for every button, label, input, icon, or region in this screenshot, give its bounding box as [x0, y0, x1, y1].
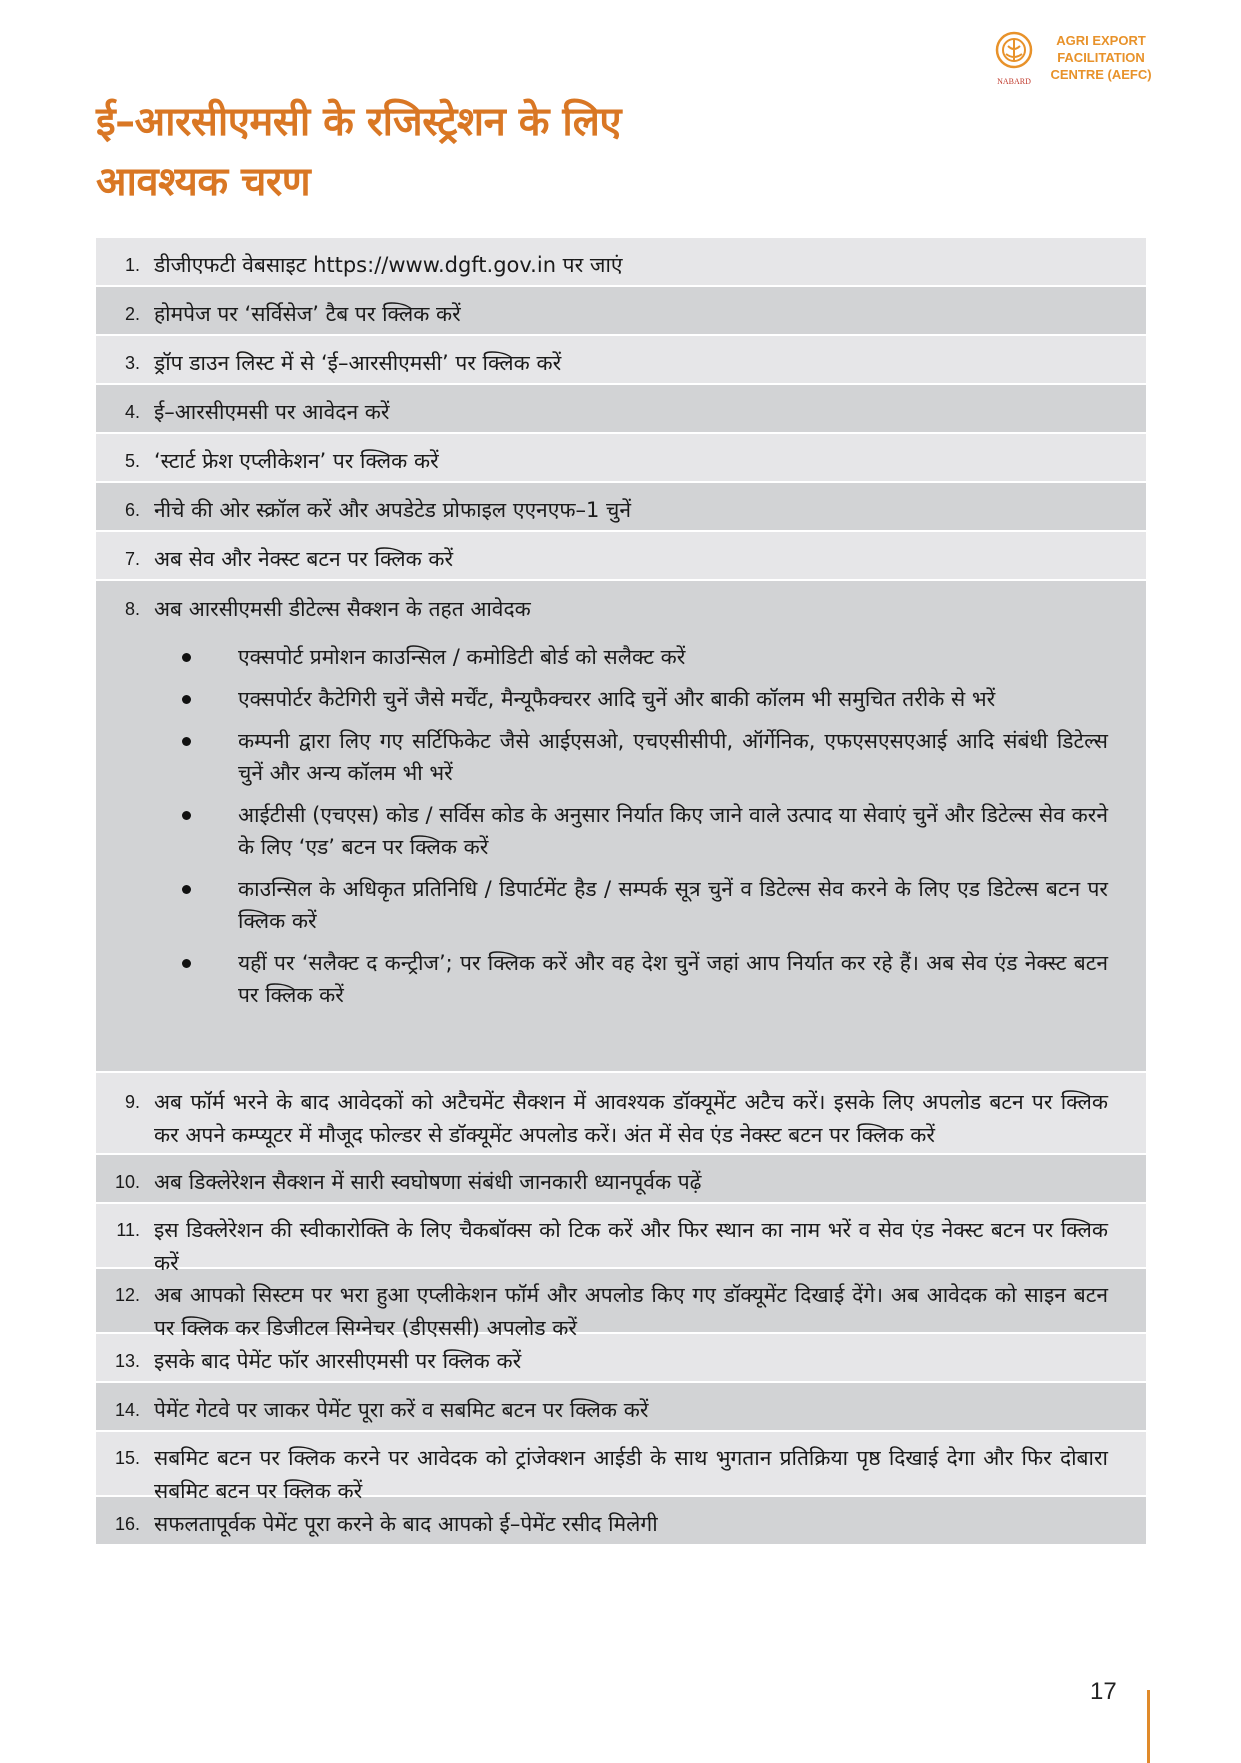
- page-title: [96, 92, 896, 212]
- sub-step-item: [96, 641, 1146, 673]
- step-row-7: [96, 532, 1146, 581]
- step-text: इसके बाद पेमेंट फॉर आरसीएमसी पर क्लिक करें: [154, 1349, 522, 1373]
- step-text: नीचे की ओर स्क्रॉल करें और अपडेटेड प्रोफाइल एएनएफ–1 चुनें: [154, 498, 632, 522]
- step-number: 3.: [124, 353, 140, 373]
- step-text: अब फॉर्म भरने के बाद आवेदकों को अटैचमेंट सैक्शन में आवश्यक डॉक्यूमेंट अटैच करें। इसके लिए अपलोड बटन पर क्लिक कर अपने कम्प्यूटर में मौजूद फोल्डर से डॉक्यूमेंट अपलोड करें। अंत में सेव एंड नेक्स्ट बटन पर क्लिक करें: [154, 1090, 1108, 1147]
- bullet-icon: [182, 959, 191, 968]
- step-row-11: [96, 1204, 1146, 1275]
- aefc-logo-text: [1042, 32, 1160, 83]
- step-text: होमपेज पर ‘सर्विसेज’ टैब पर क्लिक करें: [154, 302, 461, 326]
- sub-step-item: [96, 873, 1146, 937]
- step-row-16: [96, 1497, 1146, 1546]
- sub-step-item: [96, 947, 1146, 1011]
- step-row-5: [96, 434, 1146, 483]
- step-text: अब डिक्लेरेशन सैक्शन में सारी स्वघोषणा संबंधी जानकारी ध्यानपूर्वक पढ़ें: [154, 1170, 702, 1194]
- sub-step-item: [96, 725, 1146, 789]
- step-row-6: [96, 483, 1146, 532]
- step-text: सबमिट बटन पर क्लिक करने पर आवेदक को ट्रांजेक्शन आईडी के साथ भुगतान प्रतिक्रिया पृष्ठ दिखाई देगा और फिर दोबारा सबमिट बटन पर क्लिक करें: [154, 1446, 1108, 1503]
- page-number: 17: [1090, 1678, 1117, 1705]
- step-number: 6.: [124, 500, 140, 520]
- step-number: 11.: [116, 1220, 140, 1240]
- step-number: 1.: [124, 255, 140, 275]
- bullet-icon: [182, 695, 191, 704]
- step-text: पेमेंट गेटवे पर जाकर पेमेंट पूरा करें व सबमिट बटन पर क्लिक करें: [154, 1398, 649, 1422]
- step-text: अब आरसीएमसी डीटेल्स सैक्शन के तहत आवेदक: [154, 597, 531, 621]
- step-row-10: [96, 1155, 1146, 1204]
- sub-step-text: यहीं पर ‘सलैक्ट द कन्ट्रीज’; पर क्लिक करें और वह देश चुनें जहां आप निर्यात कर रहे हैं। अब सेव एंड नेक्स्ट बटन पर क्लिक करें: [238, 951, 1108, 1007]
- steps-list: [96, 238, 1146, 1546]
- step-text: ‘स्टार्ट फ्रेश एप्लीकेशन’ पर क्लिक करें: [154, 449, 439, 473]
- bullet-icon: [182, 811, 191, 820]
- step-text: ई–आरसीएमसी पर आवेदन करें: [154, 400, 390, 424]
- step-number: 7.: [124, 549, 140, 569]
- step-row-1: [96, 238, 1146, 287]
- step-number: 8.: [124, 599, 140, 619]
- step-number: 12.: [114, 1285, 140, 1305]
- sub-step-item: [96, 683, 1146, 715]
- bullet-icon: [182, 885, 191, 894]
- step-text: अब आपको सिस्टम पर भरा हुआ एप्लीकेशन फॉर्म और अपलोड किए गए डॉक्यूमेंट दिखाई देंगे। अब आवेदक को साइन बटन पर क्लिक कर डिजीटल सिग्नेचर (डीएससी) अपलोड करें: [154, 1283, 1108, 1340]
- page-accent-bar: [1147, 1690, 1150, 1763]
- sub-step-text: आईटीसी (एचएस) कोड / सर्विस कोड के अनुसार निर्यात किए जाने वाले उत्पाद या सेवाएं चुनें और डिटेल्स सेव करने के लिए ‘एड’ बटन पर क्लिक करें: [238, 803, 1108, 859]
- nabard-emblem-icon: [990, 28, 1038, 90]
- step-row-13: [96, 1334, 1146, 1383]
- step-number: 2.: [124, 304, 140, 324]
- step-row-3: [96, 336, 1146, 385]
- step-row-4: [96, 385, 1146, 434]
- step-number: 13.: [114, 1351, 140, 1371]
- step-text: अब सेव और नेक्स्ट बटन पर क्लिक करें: [154, 547, 454, 571]
- step-number: 4.: [124, 402, 140, 422]
- logo-line-3: CENTRE (AEFC): [1050, 67, 1152, 82]
- step-row-2: [96, 287, 1146, 336]
- step-text: सफलतापूर्वक पेमेंट पूरा करने के बाद आपको ई–पेमेंट रसीद मिलेगी: [154, 1512, 658, 1536]
- logo-line-2: FACILITATION: [1057, 50, 1145, 65]
- logo-line-1: AGRI EXPORT: [1056, 33, 1146, 48]
- sub-step-item: [96, 799, 1146, 863]
- step-text: डीजीएफटी वेबसाइट https://www.dgft.gov.in पर जाएं: [154, 253, 623, 277]
- step-text: इस डिक्लेरेशन की स्वीकारोक्ति के लिए चैकबॉक्स को टिक करें और फिर स्थान का नाम भरें व सेव एंड नेक्स्ट बटन पर क्लिक करें: [154, 1218, 1108, 1275]
- bullet-icon: [182, 737, 191, 746]
- aefc-logo: [990, 28, 1160, 90]
- step-row-9: [96, 1073, 1146, 1155]
- step-8-heading: [96, 581, 569, 623]
- bullet-icon: [182, 653, 191, 662]
- sub-step-text: एक्सपोर्टर कैटेगिरी चुनें जैसे मर्चेंट, मैन्यूफैक्चरर आदि चुनें और बाकी कॉलम भी समुचित तरीके से भरें: [238, 687, 996, 711]
- step-row-12: [96, 1269, 1146, 1340]
- step-number: 5.: [124, 451, 140, 471]
- step-8-sub-list: [96, 641, 1146, 1021]
- step-row-15: [96, 1432, 1146, 1503]
- step-number: 9.: [124, 1092, 140, 1112]
- step-number: 14.: [114, 1400, 140, 1420]
- sub-step-text: कम्पनी द्वारा लिए गए सर्टिफिकेट जैसे आईएसओ, एचएसीसीपी, ऑर्गेनिक, एफएसएसएआई आदि संबंधी डिटेल्स चुनें और अन्य कॉलम भी भरें: [238, 729, 1108, 785]
- title-line-2: आवश्यक चरण: [96, 159, 311, 205]
- step-number: 16.: [114, 1514, 140, 1534]
- step-number: 15.: [114, 1448, 140, 1468]
- step-text: ड्रॉप डाउन लिस्ट में से ‘ई–आरसीएमसी’ पर क्लिक करें: [154, 351, 562, 375]
- sub-step-text: एक्सपोर्ट प्रमोशन काउन्सिल / कमोडिटी बोर्ड को सलैक्ट करें: [238, 645, 686, 669]
- sub-step-text: काउन्सिल के अधिकृत प्रतिनिधि / डिपार्टमेंट हैड / सम्पर्क सूत्र चुनें व डिटेल्स सेव करने के लिए एड डिटेल्स बटन पर क्लिक करें: [238, 877, 1108, 933]
- nabard-label: NABARD: [997, 77, 1031, 86]
- step-row-14: [96, 1383, 1146, 1432]
- title-line-1: ई–आरसीएमसी के रजिस्ट्रेशन के लिए: [96, 99, 621, 145]
- step-number: 10.: [114, 1172, 140, 1192]
- step-row-8: [96, 581, 1146, 1073]
